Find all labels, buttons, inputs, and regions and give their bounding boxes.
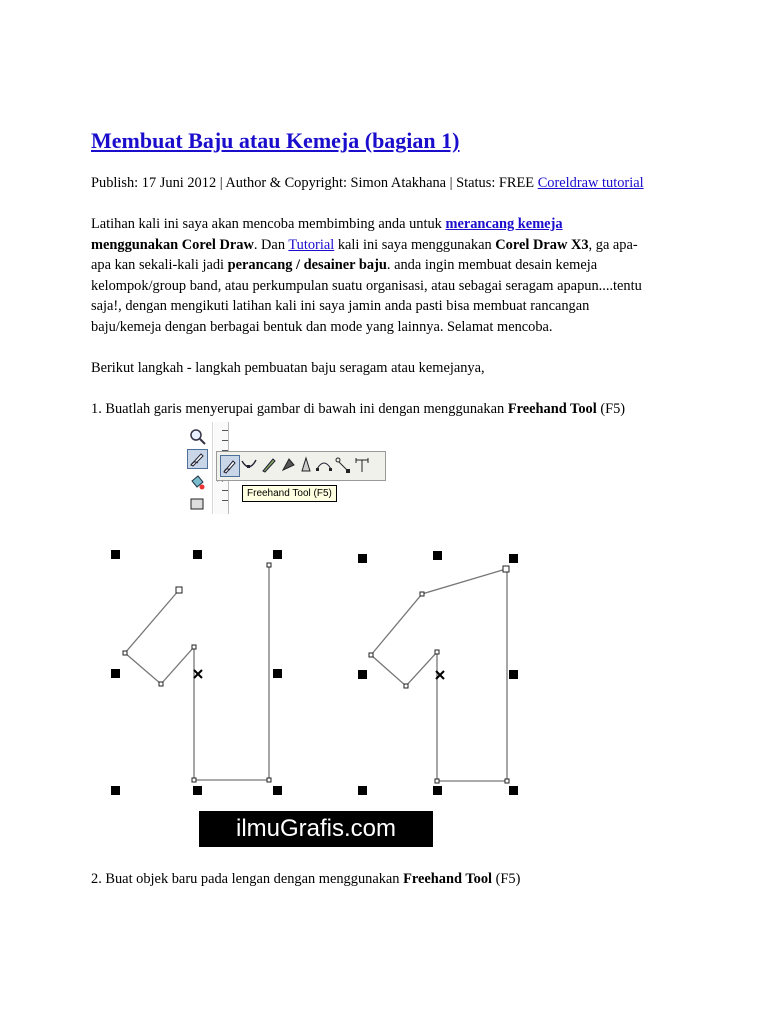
node-points [123,563,509,783]
intro-paragraph [91,214,642,337]
three-point-curve-icon [315,455,335,477]
article-title[interactable]: Membuat Baju atau Kemeja (bagian 1) [91,128,460,153]
article-meta [91,173,644,194]
polyline-icon [297,455,317,477]
intro-line-6: baju/kemeja dengan berbagai bentuk dan mode yang lainnya. Selamat mencoba. [91,318,553,335]
artistic-media-icon [260,455,280,477]
intro-text: . Dan [253,236,289,253]
curve-flyout [216,451,386,481]
freehand-tooltip: Freehand Tool (F5) [242,485,337,502]
intro-line-1 [91,214,642,235]
intro-text: kali ini saya menggunakan [334,236,496,253]
toolbox [184,422,213,514]
intro-bold: menggunakan Corel Draw [91,236,254,253]
fill-tool-icon [187,472,208,492]
intro-text: , ga apa- [588,236,638,253]
step-2-text: 2. Buat objek baru pada lengan dengan menggunakan [91,871,404,887]
pen-icon [279,455,299,477]
intro-text: . anda ingin membuat desain kemeja [386,257,598,273]
intro-line-2 [91,235,642,256]
meta-text: Publish: 17 Juni 2012 | Author & Copyright: Simon Atakhana | Status: FREE [91,175,538,191]
intro-text: Latihan kali ini saya akan mencoba membimbing anda untuk [91,216,446,232]
freehand-icon [220,455,240,477]
tutorial-link[interactable]: Tutorial [288,236,335,253]
step-1-tool: Freehand Tool [507,401,597,417]
dimension-tool-icon [353,455,373,477]
step-2-tool: Freehand Tool [403,871,493,887]
intro-line-4: kelompok/group band, atau perkumpulan suatu organisasi, atau sebagai seragam apapun....tentu [91,277,642,294]
intro-bold: perancang / desainer baju [227,257,387,273]
intro-text: apa kan sekali-kali jadi [91,257,228,273]
freehand-lines-diagram [100,540,530,802]
zoom-tool-icon [187,426,208,446]
center-markers [194,670,444,679]
step-2-suffix: (F5) [492,871,521,887]
outline-tool-icon [187,494,208,514]
step-1-text: 1. Buatlah garis menyerupai gambar di bawah ini dengan menggunakan [91,401,508,417]
intro-bold: Corel Draw X3 [495,236,589,253]
toolbar-screenshot [184,422,386,514]
intro-line-5: saja!, dengan mengikuti latihan kali ini saya jamin anda pasti bisa membuat rancangan [91,298,590,314]
intro-line-3 [91,255,642,276]
freehand-tool-icon [187,449,208,469]
step-1 [91,399,625,420]
bezier-icon [240,455,260,477]
ilmugrafis-watermark: ilmuGrafis.com [199,811,433,847]
coreldraw-tutorial-link[interactable]: Coreldraw tutorial [537,175,644,191]
interactive-connector-icon [334,455,354,477]
step-1-suffix: (F5) [596,401,626,417]
merancang-kemeja-link[interactable]: merancang kemeja [445,216,563,232]
step-2 [91,869,520,890]
steps-intro: Berikut langkah - langkah pembuatan baju seragam atau kemejanya, [91,360,485,376]
